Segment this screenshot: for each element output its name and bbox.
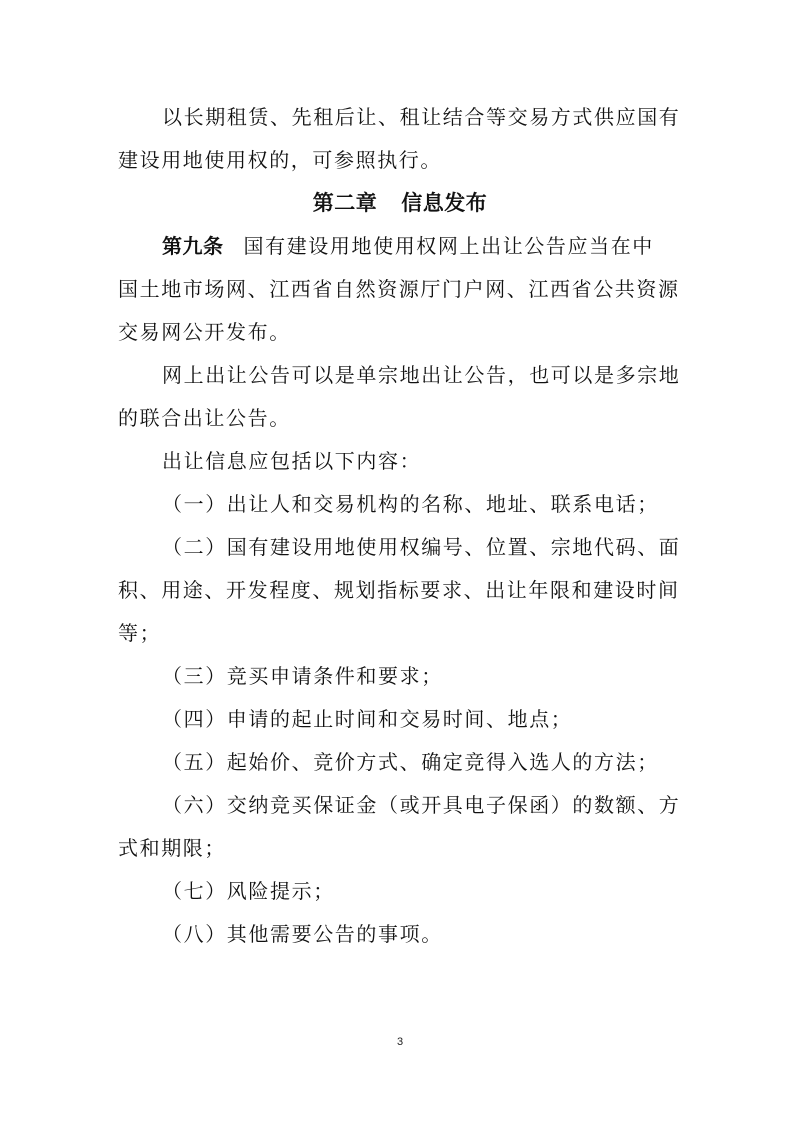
page-body (118, 96, 682, 956)
article-label: 第九条 (162, 234, 224, 258)
para2-line-1: 网上出让公告可以是单宗地出让公告，也可以是多宗地 (162, 363, 681, 387)
list-item-3: （三）竞买申请条件和要求； (162, 664, 443, 688)
list-item-6-line-1: （六）交纳竞买保证金（或开具电子保函）的数额、方 (162, 793, 681, 817)
list-item-4: （四）申请的起止时间和交易时间、地点； (162, 707, 573, 731)
page-number: 3 (396, 1036, 404, 1048)
intro-line-2: 建设用地使用权的，可参照执行。 (118, 148, 442, 172)
intro-line-1: 以长期租赁、先租后让、租让结合等交易方式供应国有 (162, 105, 681, 129)
para2-line-2: 的联合出让公告。 (118, 406, 291, 430)
list-item-7: （七）风险提示； (162, 879, 335, 903)
list-item-2-line-1: （二）国有建设用地使用权编号、位置、宗地代码、面 (162, 535, 681, 559)
article-line-3: 交易网公开发布。 (118, 320, 291, 344)
list-item-6-line-2: 式和期限； (118, 836, 226, 860)
article-line-2: 国土地市场网、江西省自然资源厅门户网、江西省公共资源 (118, 277, 680, 301)
list-item-1: （一）出让人和交易机构的名称、地址、联系电话； (162, 492, 659, 516)
article-line-1 (118, 225, 682, 268)
chapter-title: 信息发布 (401, 191, 488, 215)
chapter-heading (118, 182, 682, 225)
para3-line: 出让信息应包括以下内容： (162, 449, 422, 473)
article-text-1: 国有建设用地使用权网上出让公告应当在中 (243, 234, 654, 258)
list-item-8: （八）其他需要公告的事项。 (162, 922, 443, 946)
list-item-2-line-2: 积、用途、开发程度、规划指标要求、出让年限和建设时间 (118, 578, 680, 602)
list-item-5: （五）起始价、竞价方式、确定竞得入选人的方法； (162, 750, 659, 774)
list-item-2-line-3: 等； (118, 621, 162, 645)
chapter-number: 第二章 (312, 191, 378, 215)
